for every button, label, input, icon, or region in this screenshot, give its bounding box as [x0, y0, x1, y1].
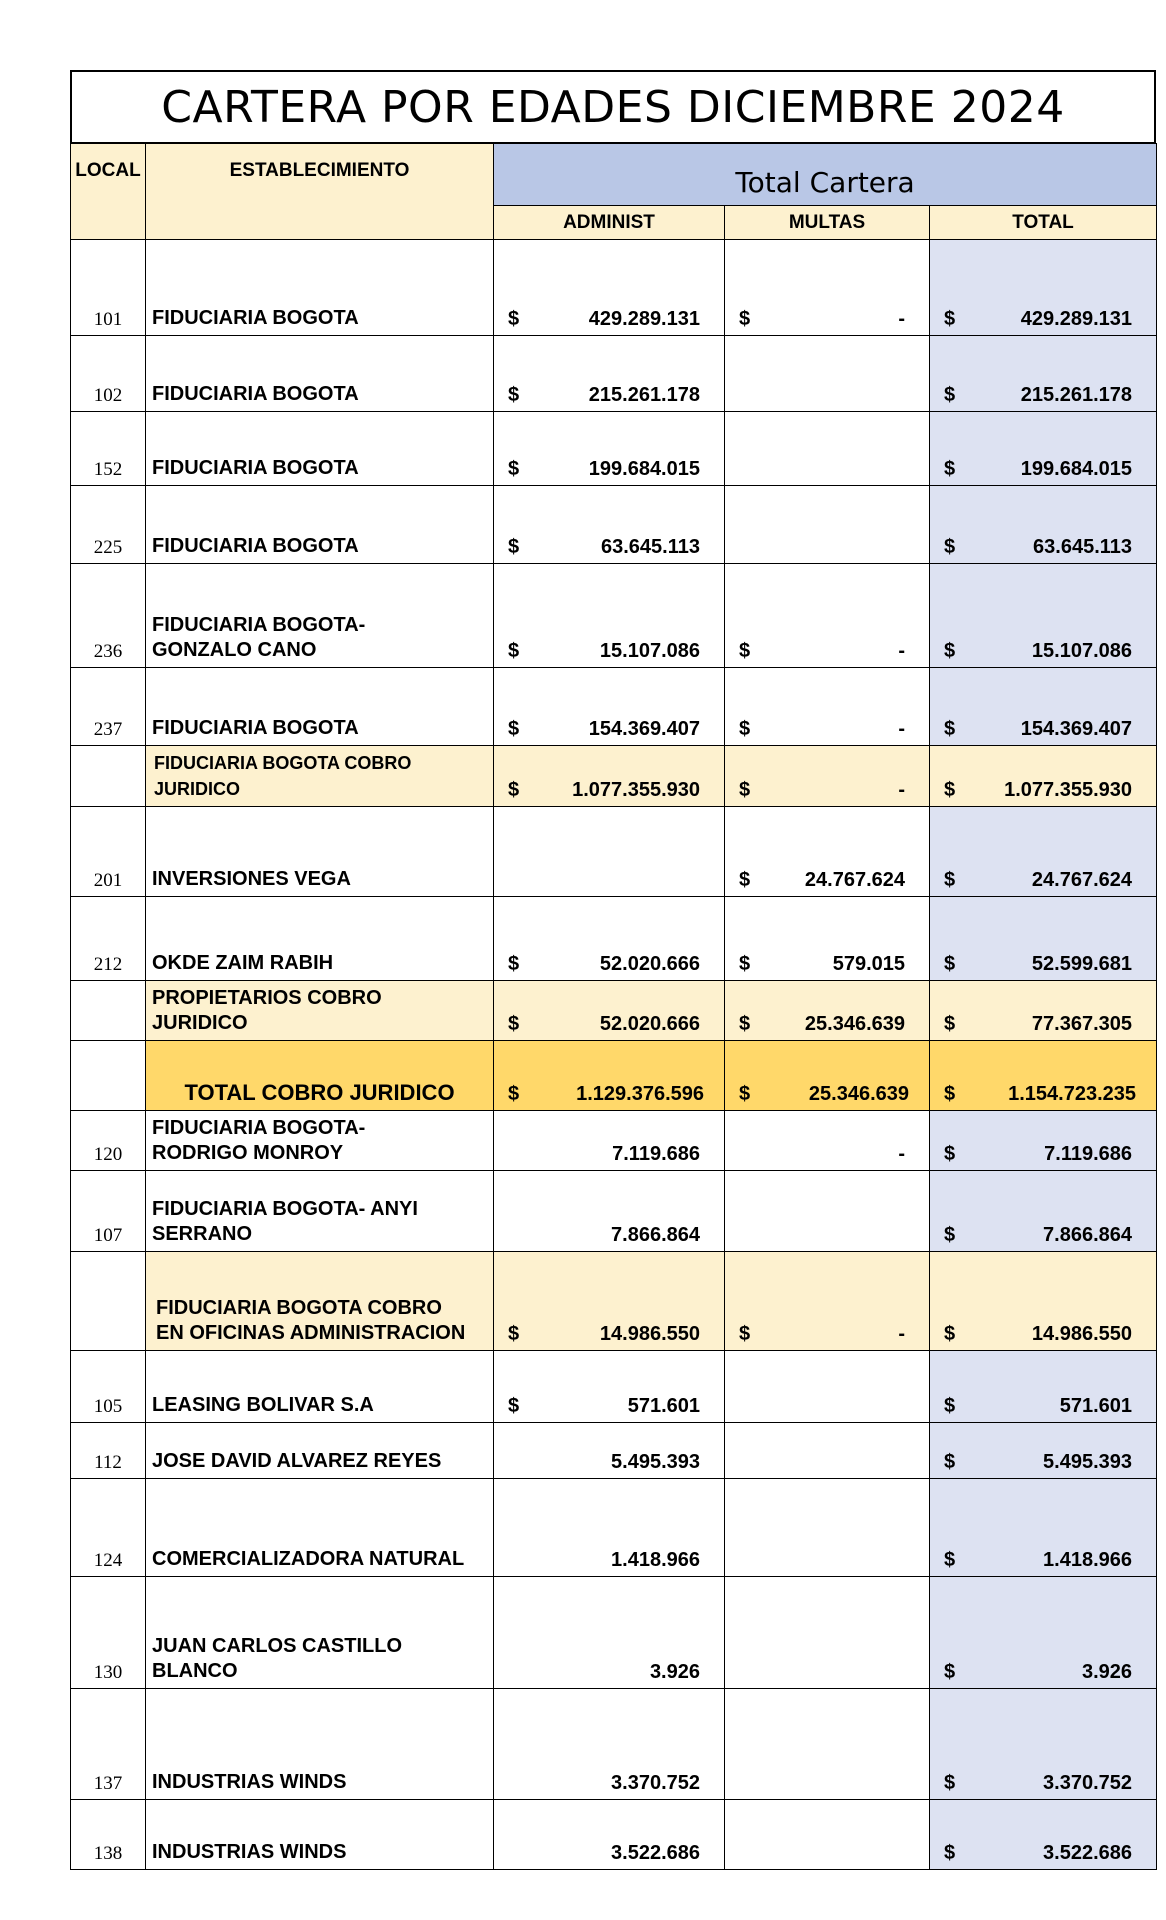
total-cell	[930, 1689, 1157, 1800]
currency-sign: $	[508, 640, 520, 662]
currency-sign: $	[944, 1323, 956, 1345]
establecimiento-cell	[146, 1577, 494, 1689]
total-cell	[930, 1041, 1157, 1111]
amount: 3.522.686	[611, 1842, 700, 1864]
multas-cell	[725, 897, 930, 981]
establecimiento-line: FIDUCIARIA BOGOTA	[152, 307, 359, 329]
establecimiento-line: INVERSIONES VEGA	[152, 868, 351, 890]
amount: 571.601	[1059, 1395, 1133, 1417]
currency-sign: $	[739, 640, 751, 662]
administ-cell	[494, 1689, 725, 1800]
table-row	[71, 1351, 1157, 1423]
amount: 1.418.966	[611, 1549, 700, 1571]
table-row	[71, 336, 1157, 412]
total-cell	[930, 564, 1157, 668]
table-row	[71, 564, 1157, 668]
administ-cell	[494, 564, 725, 668]
total-cell	[930, 336, 1157, 412]
currency-sign: $	[508, 953, 520, 975]
currency-sign: $	[944, 1772, 956, 1794]
local-cell: 105	[71, 1351, 146, 1423]
multas-cell	[725, 1041, 930, 1111]
amount: 63.645.113	[1033, 536, 1133, 558]
table-row	[71, 1041, 1157, 1111]
currency-sign: $	[508, 718, 520, 740]
total-cell	[930, 1351, 1157, 1423]
establecimiento-cell	[146, 1171, 494, 1252]
amount: 63.645.113	[601, 536, 700, 558]
currency-sign: $	[944, 869, 956, 891]
amount: 215.261.178	[588, 384, 700, 406]
multas-cell	[725, 240, 930, 336]
table-row	[71, 1479, 1157, 1577]
local-cell: 237	[71, 668, 146, 746]
header-multas: MULTAS	[725, 206, 930, 240]
table-row	[71, 746, 1157, 807]
amount: 14.986.550	[1031, 1323, 1133, 1345]
total-cell	[930, 668, 1157, 746]
amount: 154.369.407	[1020, 718, 1133, 740]
amount: 15.107.086	[599, 640, 700, 662]
total-cell	[930, 412, 1157, 486]
establecimiento-line: FIDUCIARIA BOGOTA COBRO	[156, 1297, 442, 1319]
amount: 7.866.864	[1043, 1224, 1133, 1246]
local-cell	[71, 746, 146, 807]
amount: 199.684.015	[588, 458, 700, 480]
local-cell: 138	[71, 1800, 146, 1870]
table-row	[71, 1252, 1157, 1351]
local-cell: 152	[71, 412, 146, 486]
header-total-cartera: Total Cartera	[494, 144, 1157, 206]
table-row	[71, 981, 1157, 1041]
currency-sign: $	[944, 458, 956, 480]
multas-cell	[725, 564, 930, 668]
amount: 571.601	[627, 1395, 700, 1417]
multas-cell	[725, 668, 930, 746]
currency-sign: $	[944, 640, 956, 662]
amount: 77.367.305	[1031, 1013, 1133, 1035]
multas-cell	[725, 412, 930, 486]
establecimiento-line: INDUSTRIAS WINDS	[152, 1841, 347, 1863]
local-cell	[71, 1041, 146, 1111]
administ-cell	[494, 412, 725, 486]
administ-cell	[494, 1111, 725, 1171]
establecimiento-cell	[146, 486, 494, 564]
administ-cell	[494, 1351, 725, 1423]
establecimiento-cell	[146, 1689, 494, 1800]
total-cell	[930, 807, 1157, 897]
currency-sign: $	[944, 384, 956, 406]
amount: 52.020.666	[599, 953, 700, 975]
table-row	[71, 412, 1157, 486]
currency-sign: $	[739, 1083, 751, 1105]
local-cell: 124	[71, 1479, 146, 1577]
local-cell	[71, 1252, 146, 1351]
establecimiento-line: BLANCO	[152, 1660, 238, 1682]
establecimiento-line: SERRANO	[152, 1223, 253, 1245]
establecimiento-cell	[146, 1351, 494, 1423]
table-row	[71, 807, 1157, 897]
local-cell: 201	[71, 807, 146, 897]
currency-sign: $	[508, 779, 520, 801]
establecimiento-line: FIDUCIARIA BOGOTA	[152, 717, 359, 739]
currency-sign: $	[944, 953, 956, 975]
table-row	[71, 1577, 1157, 1689]
multas-cell	[725, 807, 930, 897]
administ-cell	[494, 981, 725, 1041]
amount: 7.866.864	[611, 1224, 700, 1246]
amount: 3.926	[649, 1661, 700, 1683]
total-cell	[930, 1423, 1157, 1479]
establecimiento-cell	[146, 336, 494, 412]
multas-cell	[725, 1689, 930, 1800]
amount: 429.289.131	[1020, 308, 1133, 330]
currency-sign: $	[944, 1549, 956, 1571]
establecimiento-cell	[146, 746, 494, 807]
establecimiento-cell	[146, 668, 494, 746]
currency-sign: $	[508, 1013, 520, 1035]
currency-sign: $	[739, 779, 751, 801]
header-administ: ADMINIST	[494, 206, 725, 240]
establecimiento-cell	[146, 897, 494, 981]
administ-cell	[494, 668, 725, 746]
establecimiento-cell	[146, 1800, 494, 1870]
multas-cell	[725, 1577, 930, 1689]
administ-cell	[494, 897, 725, 981]
amount: 7.119.686	[612, 1143, 700, 1165]
administ-cell	[494, 336, 725, 412]
table-row	[71, 1171, 1157, 1252]
establecimiento-line: FIDUCIARIA BOGOTA	[152, 457, 359, 479]
currency-sign: $	[944, 1143, 956, 1165]
establecimiento-line: OKDE ZAIM RABIH	[152, 952, 334, 974]
currency-sign: $	[739, 953, 751, 975]
multas-cell	[725, 746, 930, 807]
amount: 199.684.015	[1020, 458, 1133, 480]
amount: 579.015	[832, 953, 905, 975]
amount: 1.077.355.930	[1004, 779, 1133, 801]
establecimiento-cell	[146, 1041, 494, 1111]
local-cell: 107	[71, 1171, 146, 1252]
currency-sign: $	[944, 308, 956, 330]
currency-sign: $	[508, 458, 520, 480]
establecimiento-line: COMERCIALIZADORA NATURAL	[152, 1548, 465, 1570]
amount: 215.261.178	[1020, 384, 1133, 406]
currency-sign: $	[944, 1224, 956, 1246]
administ-cell	[494, 1252, 725, 1351]
administ-cell	[494, 486, 725, 564]
amount: 52.599.681	[1031, 953, 1133, 975]
establecimiento-cell	[146, 1252, 494, 1351]
local-cell: 212	[71, 897, 146, 981]
establecimiento-line: FIDUCIARIA BOGOTA	[152, 383, 359, 405]
currency-sign: $	[508, 308, 520, 330]
amount: -	[898, 640, 905, 662]
currency-sign: $	[739, 718, 751, 740]
establecimiento-line: JUAN CARLOS CASTILLO	[152, 1635, 402, 1657]
amount: 3.370.752	[1043, 1772, 1133, 1794]
establecimiento-line: GONZALO CANO	[152, 639, 317, 661]
establecimiento-cell	[146, 412, 494, 486]
local-cell	[71, 981, 146, 1041]
cartera-table	[70, 143, 1157, 1870]
total-cell	[930, 897, 1157, 981]
administ-cell	[494, 1577, 725, 1689]
amount: 3.926	[1081, 1661, 1133, 1683]
table-row	[71, 1111, 1157, 1171]
total-cell	[930, 1171, 1157, 1252]
establecimiento-cell	[146, 807, 494, 897]
currency-sign: $	[508, 1083, 520, 1105]
establecimiento-cell	[146, 981, 494, 1041]
currency-sign: $	[508, 384, 520, 406]
currency-sign: $	[739, 869, 751, 891]
amount: -	[898, 779, 905, 801]
establecimiento-line: PROPIETARIOS COBRO	[152, 987, 382, 1009]
amount: 7.119.686	[1044, 1143, 1133, 1165]
total-cell	[930, 1252, 1157, 1351]
establecimiento-line: LEASING BOLIVAR S.A	[152, 1394, 374, 1416]
cartera-sheet	[70, 70, 1156, 1870]
amount: 24.767.624	[1031, 869, 1133, 891]
currency-sign: $	[508, 1395, 520, 1417]
header-total: TOTAL	[930, 206, 1157, 240]
currency-sign: $	[944, 1013, 956, 1035]
total-cell	[930, 746, 1157, 807]
local-cell: 102	[71, 336, 146, 412]
currency-sign: $	[739, 1323, 751, 1345]
multas-cell	[725, 1479, 930, 1577]
table-row	[71, 668, 1157, 746]
table-row	[71, 486, 1157, 564]
local-cell: 236	[71, 564, 146, 668]
local-cell: 130	[71, 1577, 146, 1689]
currency-sign: $	[944, 1661, 956, 1683]
currency-sign: $	[944, 1451, 956, 1473]
administ-cell	[494, 1171, 725, 1252]
establecimiento-cell	[146, 240, 494, 336]
amount: 52.020.666	[599, 1013, 700, 1035]
total-cell	[930, 240, 1157, 336]
multas-cell	[725, 981, 930, 1041]
establecimiento-cell	[146, 1479, 494, 1577]
amount: 1.418.966	[1043, 1549, 1133, 1571]
table-row	[71, 1800, 1157, 1870]
amount: 25.346.639	[808, 1083, 909, 1105]
total-cell	[930, 1111, 1157, 1171]
table-row	[71, 240, 1157, 336]
currency-sign: $	[944, 1842, 956, 1864]
local-cell: 225	[71, 486, 146, 564]
amount: 3.522.686	[1043, 1842, 1133, 1864]
total-cell	[930, 1479, 1157, 1577]
total-cell	[930, 486, 1157, 564]
amount: 429.289.131	[588, 308, 700, 330]
establecimiento-line: FIDUCIARIA BOGOTA	[152, 535, 359, 557]
establecimiento-line: JURIDICO	[154, 779, 241, 799]
local-cell: 112	[71, 1423, 146, 1479]
total-cell	[930, 981, 1157, 1041]
amount: -	[898, 1323, 905, 1345]
sheet-title: CARTERA POR EDADES DICIEMBRE 2024	[70, 70, 1156, 143]
establecimiento-line: FIDUCIARIA BOGOTA-	[152, 1117, 366, 1139]
table-row	[71, 1423, 1157, 1479]
header-establecimiento: ESTABLECIMIENTO	[146, 144, 494, 240]
establecimiento-line: FIDUCIARIA BOGOTA-	[152, 614, 366, 636]
establecimiento-line: FIDUCIARIA BOGOTA COBRO	[154, 753, 412, 773]
amount: 154.369.407	[588, 718, 700, 740]
amount: -	[898, 718, 905, 740]
header-local: LOCAL	[71, 144, 146, 240]
total-cell	[930, 1577, 1157, 1689]
administ-cell	[494, 240, 725, 336]
establecimiento-line: INDUSTRIAS WINDS	[152, 1771, 347, 1793]
currency-sign: $	[944, 1395, 956, 1417]
currency-sign: $	[508, 1323, 520, 1345]
multas-cell	[725, 1351, 930, 1423]
currency-sign: $	[944, 718, 956, 740]
amount: 5.495.393	[1043, 1451, 1133, 1473]
establecimiento-line: JURIDICO	[152, 1012, 248, 1034]
table-row	[71, 897, 1157, 981]
currency-sign: $	[944, 779, 956, 801]
administ-cell	[494, 807, 725, 897]
establecimiento-line: JOSE DAVID ALVAREZ REYES	[152, 1450, 442, 1472]
establecimiento-line: EN OFICINAS ADMINISTRACION	[156, 1322, 466, 1344]
establecimiento-cell	[146, 1111, 494, 1171]
multas-cell	[725, 1800, 930, 1870]
multas-cell	[725, 486, 930, 564]
total-cell	[930, 1800, 1157, 1870]
local-cell: 137	[71, 1689, 146, 1800]
amount: 3.370.752	[611, 1772, 700, 1794]
amount: 14.986.550	[599, 1323, 700, 1345]
amount: 1.077.355.930	[572, 779, 700, 801]
multas-cell	[725, 1252, 930, 1351]
amount: 24.767.624	[804, 869, 905, 891]
local-cell: 101	[71, 240, 146, 336]
amount: 5.495.393	[611, 1451, 700, 1473]
currency-sign: $	[508, 536, 520, 558]
administ-cell	[494, 1423, 725, 1479]
multas-cell	[725, 1423, 930, 1479]
currency-sign: $	[739, 308, 751, 330]
administ-cell	[494, 746, 725, 807]
administ-cell	[494, 1479, 725, 1577]
establecimiento-line: RODRIGO MONROY	[152, 1142, 344, 1164]
amount: -	[898, 1143, 905, 1165]
establecimiento-line: TOTAL COBRO JURIDICO	[184, 1080, 455, 1105]
currency-sign: $	[944, 536, 956, 558]
multas-cell	[725, 1171, 930, 1252]
establecimiento-cell	[146, 1423, 494, 1479]
currency-sign: $	[944, 1083, 956, 1105]
amount: 25.346.639	[804, 1013, 905, 1035]
multas-cell	[725, 336, 930, 412]
currency-sign: $	[739, 1013, 751, 1035]
establecimiento-line: FIDUCIARIA BOGOTA- ANYI	[152, 1198, 418, 1220]
table-row	[71, 1689, 1157, 1800]
administ-cell	[494, 1800, 725, 1870]
local-cell: 120	[71, 1111, 146, 1171]
amount: 15.107.086	[1031, 640, 1133, 662]
amount: -	[898, 308, 905, 330]
table-body	[71, 240, 1157, 1870]
administ-cell	[494, 1041, 725, 1111]
establecimiento-cell	[146, 564, 494, 668]
amount: 1.154.723.235	[1008, 1083, 1137, 1105]
amount: 1.129.376.596	[576, 1083, 704, 1105]
multas-cell	[725, 1111, 930, 1171]
